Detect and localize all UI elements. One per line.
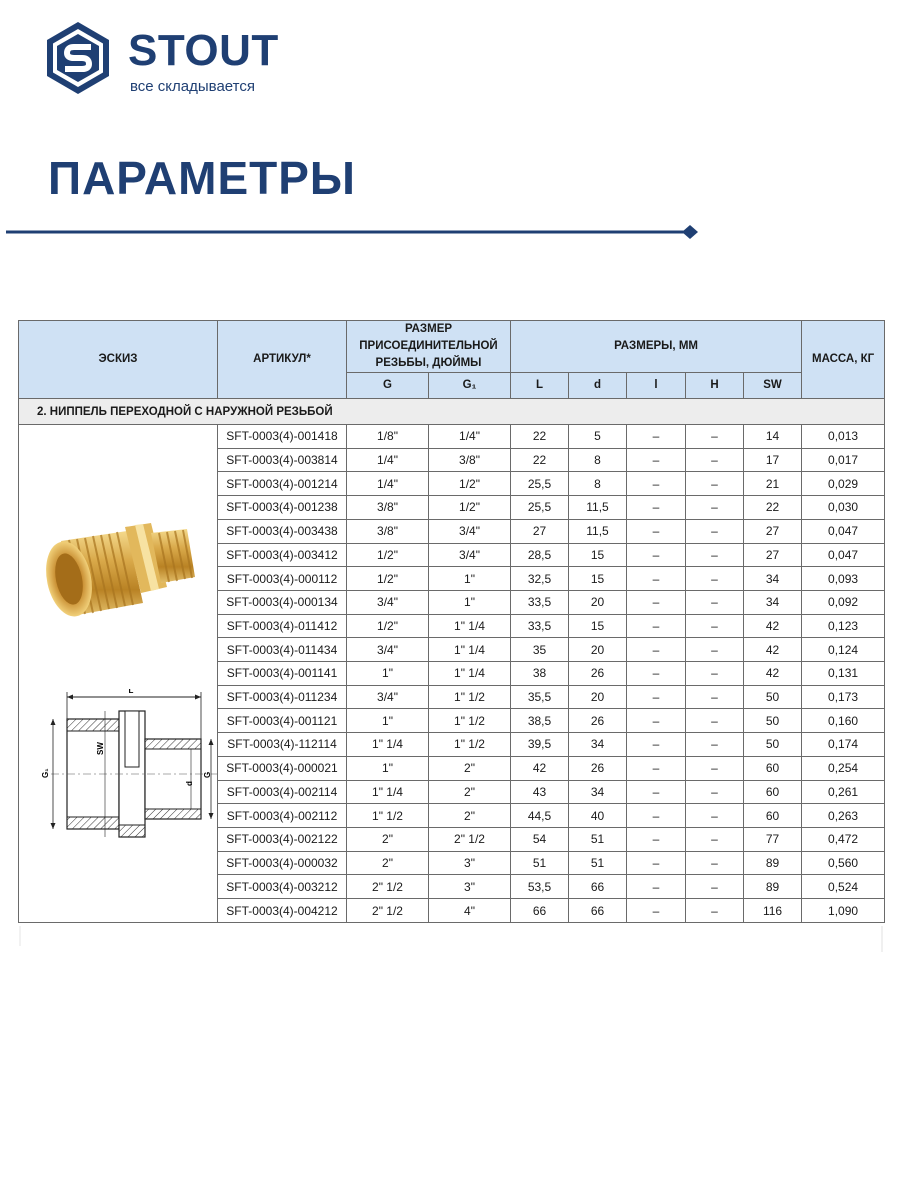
header-thread-size-text: РАЗМЕР ПРИСОЕДИНИТЕЛЬНОЙ РЕЗЬБЫ, ДЮЙМЫ — [359, 323, 498, 369]
g-cell: 2" 1/2 — [347, 875, 429, 899]
sw-cell: 60 — [744, 804, 802, 828]
brand-tagline: все складывается — [130, 78, 255, 95]
g1-cell: 2" — [429, 780, 511, 804]
g-cell: 3/4" — [347, 590, 429, 614]
drawing-label-d: d — [185, 781, 194, 786]
article-cell: SFT-0003(4)-003438 — [218, 519, 347, 543]
mass-cell: 0,263 — [802, 804, 885, 828]
g1-cell: 1" 1/2 — [429, 685, 511, 709]
mass-cell: 0,029 — [802, 472, 885, 496]
mass-cell: 0,173 — [802, 685, 885, 709]
drawing-label-g1: G₁ — [41, 768, 50, 778]
l-cell: – — [627, 804, 686, 828]
l-cell: – — [627, 567, 686, 591]
g1-cell: 4" — [429, 899, 511, 923]
d-cell: 11,5 — [569, 496, 627, 520]
d-cell: 15 — [569, 543, 627, 567]
mass-cell: 0,017 — [802, 448, 885, 472]
sw-cell: 116 — [744, 899, 802, 923]
h-cell: – — [686, 733, 744, 757]
length-cell: 66 — [511, 899, 569, 923]
g1-cell: 1" — [429, 590, 511, 614]
g-cell: 1/8" — [347, 425, 429, 449]
h-cell: – — [686, 899, 744, 923]
d-cell: 11,5 — [569, 519, 627, 543]
mass-cell: 0,560 — [802, 851, 885, 875]
g-cell: 1" — [347, 662, 429, 686]
length-cell: 25,5 — [511, 472, 569, 496]
sw-cell: 42 — [744, 638, 802, 662]
g1-cell: 1/2" — [429, 472, 511, 496]
length-cell: 32,5 — [511, 567, 569, 591]
h-cell: – — [686, 638, 744, 662]
article-cell: SFT-0003(4)-001141 — [218, 662, 347, 686]
mass-cell: 0,174 — [802, 733, 885, 757]
h-cell: – — [686, 543, 744, 567]
length-cell: 33,5 — [511, 590, 569, 614]
g-cell: 3/4" — [347, 685, 429, 709]
header-sw: SW — [744, 373, 802, 399]
mass-cell: 0,047 — [802, 519, 885, 543]
length-cell: 25,5 — [511, 496, 569, 520]
g-cell: 1/2" — [347, 567, 429, 591]
l-cell: – — [627, 875, 686, 899]
sw-cell: 42 — [744, 614, 802, 638]
header-mass: МАССА, КГ — [802, 321, 885, 399]
h-cell: – — [686, 756, 744, 780]
g-cell: 3/8" — [347, 496, 429, 520]
d-cell: 20 — [569, 638, 627, 662]
g1-cell: 1" 1/2 — [429, 733, 511, 757]
g1-cell: 1/4" — [429, 425, 511, 449]
header-h: H — [686, 373, 744, 399]
article-cell: SFT-0003(4)-001214 — [218, 472, 347, 496]
title-divider — [6, 222, 706, 242]
g1-cell: 1" 1/4 — [429, 638, 511, 662]
mass-cell: 0,261 — [802, 780, 885, 804]
g1-cell: 1" 1/4 — [429, 614, 511, 638]
g-cell: 1" — [347, 756, 429, 780]
mass-cell: 0,472 — [802, 827, 885, 851]
d-cell: 40 — [569, 804, 627, 828]
length-cell: 54 — [511, 827, 569, 851]
sw-cell: 17 — [744, 448, 802, 472]
l-cell: – — [627, 496, 686, 520]
g-cell: 1" — [347, 709, 429, 733]
mass-cell: 0,524 — [802, 875, 885, 899]
stout-logo-icon — [44, 20, 112, 96]
sw-cell: 22 — [744, 496, 802, 520]
l-cell: – — [627, 851, 686, 875]
article-cell: SFT-0003(4)-002112 — [218, 804, 347, 828]
technical-drawing — [21, 689, 217, 859]
mass-cell: 0,092 — [802, 590, 885, 614]
h-cell: – — [686, 709, 744, 733]
article-cell: SFT-0003(4)-011412 — [218, 614, 347, 638]
header-l-length: L — [511, 373, 569, 399]
article-cell: SFT-0003(4)-003412 — [218, 543, 347, 567]
h-cell: – — [686, 804, 744, 828]
length-cell: 22 — [511, 425, 569, 449]
h-cell: – — [686, 472, 744, 496]
h-cell: – — [686, 567, 744, 591]
mass-cell: 0,123 — [802, 614, 885, 638]
length-cell: 51 — [511, 851, 569, 875]
sw-cell: 60 — [744, 756, 802, 780]
g1-cell: 3/4" — [429, 543, 511, 567]
article-cell: SFT-0003(4)-112114 — [218, 733, 347, 757]
mass-cell: 0,093 — [802, 567, 885, 591]
l-cell: – — [627, 827, 686, 851]
sw-cell: 42 — [744, 662, 802, 686]
h-cell: – — [686, 425, 744, 449]
l-cell: – — [627, 780, 686, 804]
sw-cell: 34 — [744, 567, 802, 591]
length-cell: 33,5 — [511, 614, 569, 638]
g-cell: 1/4" — [347, 448, 429, 472]
g1-cell: 3/8" — [429, 448, 511, 472]
g1-cell: 2" — [429, 804, 511, 828]
sketch-area — [19, 425, 218, 922]
sw-cell: 14 — [744, 425, 802, 449]
d-cell: 8 — [569, 472, 627, 496]
g1-cell: 2" 1/2 — [429, 827, 511, 851]
sw-cell: 50 — [744, 709, 802, 733]
d-cell: 66 — [569, 899, 627, 923]
sw-cell: 50 — [744, 685, 802, 709]
h-cell: – — [686, 662, 744, 686]
d-cell: 20 — [569, 685, 627, 709]
drawing-label-g: G — [203, 771, 212, 778]
article-cell: SFT-0003(4)-001121 — [218, 709, 347, 733]
brass-nipple-photo — [39, 511, 199, 641]
section-title: 2. НИППЕЛЬ ПЕРЕХОДНОЙ С НАРУЖНОЙ РЕЗЬБОЙ — [19, 399, 885, 425]
mass-cell: 0,013 — [802, 425, 885, 449]
header-sketch: ЭСКИЗ — [19, 321, 218, 399]
length-cell: 38 — [511, 662, 569, 686]
l-cell: – — [627, 756, 686, 780]
article-cell: SFT-0003(4)-000134 — [218, 590, 347, 614]
article-cell: SFT-0003(4)-003212 — [218, 875, 347, 899]
g1-cell: 3/4" — [429, 519, 511, 543]
parameters-table — [18, 320, 885, 923]
l-cell: – — [627, 662, 686, 686]
sw-cell: 77 — [744, 827, 802, 851]
length-cell: 53,5 — [511, 875, 569, 899]
sw-cell: 34 — [744, 590, 802, 614]
article-cell: SFT-0003(4)-011234 — [218, 685, 347, 709]
h-cell: – — [686, 496, 744, 520]
article-cell: SFT-0003(4)-001418 — [218, 425, 347, 449]
header-dimensions: РАЗМЕРЫ, ММ — [511, 321, 802, 373]
length-cell: 28,5 — [511, 543, 569, 567]
h-cell: – — [686, 827, 744, 851]
brand-name: STOUT — [128, 26, 279, 75]
drawing-label-l: L — [128, 689, 134, 695]
length-cell: 35,5 — [511, 685, 569, 709]
length-cell: 27 — [511, 519, 569, 543]
sw-cell: 27 — [744, 543, 802, 567]
d-cell: 51 — [569, 827, 627, 851]
sw-cell: 50 — [744, 733, 802, 757]
h-cell: – — [686, 780, 744, 804]
l-cell: – — [627, 590, 686, 614]
g-cell: 1/2" — [347, 543, 429, 567]
d-cell: 20 — [569, 590, 627, 614]
article-cell: SFT-0003(4)-002122 — [218, 827, 347, 851]
g1-cell: 3" — [429, 875, 511, 899]
length-cell: 22 — [511, 448, 569, 472]
d-cell: 5 — [569, 425, 627, 449]
header-g: G — [347, 373, 429, 399]
header-d: d — [569, 373, 627, 399]
g-cell: 2" — [347, 827, 429, 851]
article-cell: SFT-0003(4)-000032 — [218, 851, 347, 875]
g1-cell: 2" — [429, 756, 511, 780]
mass-cell: 0,254 — [802, 756, 885, 780]
length-cell: 44,5 — [511, 804, 569, 828]
d-cell: 26 — [569, 709, 627, 733]
article-cell: SFT-0003(4)-001238 — [218, 496, 347, 520]
sw-cell: 60 — [744, 780, 802, 804]
g1-cell: 1" 1/2 — [429, 709, 511, 733]
mass-cell: 0,131 — [802, 662, 885, 686]
sw-cell: 89 — [744, 875, 802, 899]
mass-cell: 0,124 — [802, 638, 885, 662]
h-cell: – — [686, 851, 744, 875]
l-cell: – — [627, 899, 686, 923]
l-cell: – — [627, 472, 686, 496]
sw-cell: 89 — [744, 851, 802, 875]
g-cell: 2" 1/2 — [347, 899, 429, 923]
l-cell: – — [627, 543, 686, 567]
sw-cell: 27 — [744, 519, 802, 543]
h-cell: – — [686, 875, 744, 899]
article-cell: SFT-0003(4)-002114 — [218, 780, 347, 804]
page-title: ПАРАМЕТРЫ — [48, 152, 356, 204]
g1-cell: 1/2" — [429, 496, 511, 520]
header-thread-size — [347, 321, 511, 373]
g-cell: 3/8" — [347, 519, 429, 543]
header-g1: G₁ — [429, 373, 511, 399]
l-cell: – — [627, 685, 686, 709]
h-cell: – — [686, 448, 744, 472]
article-cell: SFT-0003(4)-000021 — [218, 756, 347, 780]
mass-cell: 0,160 — [802, 709, 885, 733]
length-cell: 39,5 — [511, 733, 569, 757]
drawing-label-sw: SW — [96, 742, 105, 755]
mass-cell: 0,030 — [802, 496, 885, 520]
d-cell: 15 — [569, 567, 627, 591]
header-article: АРТИКУЛ* — [218, 321, 347, 399]
g-cell: 2" — [347, 851, 429, 875]
g-cell: 1/4" — [347, 472, 429, 496]
h-cell: – — [686, 519, 744, 543]
table-row — [19, 425, 885, 449]
l-cell: – — [627, 425, 686, 449]
h-cell: – — [686, 614, 744, 638]
g-cell: 3/4" — [347, 638, 429, 662]
d-cell: 34 — [569, 733, 627, 757]
sketch-cell — [19, 425, 218, 923]
d-cell: 15 — [569, 614, 627, 638]
h-cell: – — [686, 590, 744, 614]
article-cell: SFT-0003(4)-004212 — [218, 899, 347, 923]
g1-cell: 1" — [429, 567, 511, 591]
mass-cell: 1,090 — [802, 899, 885, 923]
g-cell: 1" 1/4 — [347, 733, 429, 757]
article-cell: SFT-0003(4)-000112 — [218, 567, 347, 591]
g1-cell: 3" — [429, 851, 511, 875]
d-cell: 51 — [569, 851, 627, 875]
header-l-small: l — [627, 373, 686, 399]
length-cell: 35 — [511, 638, 569, 662]
scan-artifact — [18, 926, 884, 952]
g-cell: 1/2" — [347, 614, 429, 638]
length-cell: 43 — [511, 780, 569, 804]
l-cell: – — [627, 448, 686, 472]
d-cell: 26 — [569, 662, 627, 686]
article-cell: SFT-0003(4)-011434 — [218, 638, 347, 662]
d-cell: 66 — [569, 875, 627, 899]
length-cell: 42 — [511, 756, 569, 780]
length-cell: 38,5 — [511, 709, 569, 733]
l-cell: – — [627, 709, 686, 733]
l-cell: – — [627, 519, 686, 543]
sw-cell: 21 — [744, 472, 802, 496]
d-cell: 34 — [569, 780, 627, 804]
g-cell: 1" 1/4 — [347, 780, 429, 804]
l-cell: – — [627, 614, 686, 638]
article-cell: SFT-0003(4)-003814 — [218, 448, 347, 472]
l-cell: – — [627, 638, 686, 662]
h-cell: – — [686, 685, 744, 709]
brand-logo — [44, 20, 284, 100]
d-cell: 8 — [569, 448, 627, 472]
g-cell: 1" 1/2 — [347, 804, 429, 828]
mass-cell: 0,047 — [802, 543, 885, 567]
d-cell: 26 — [569, 756, 627, 780]
l-cell: – — [627, 733, 686, 757]
g1-cell: 1" 1/4 — [429, 662, 511, 686]
